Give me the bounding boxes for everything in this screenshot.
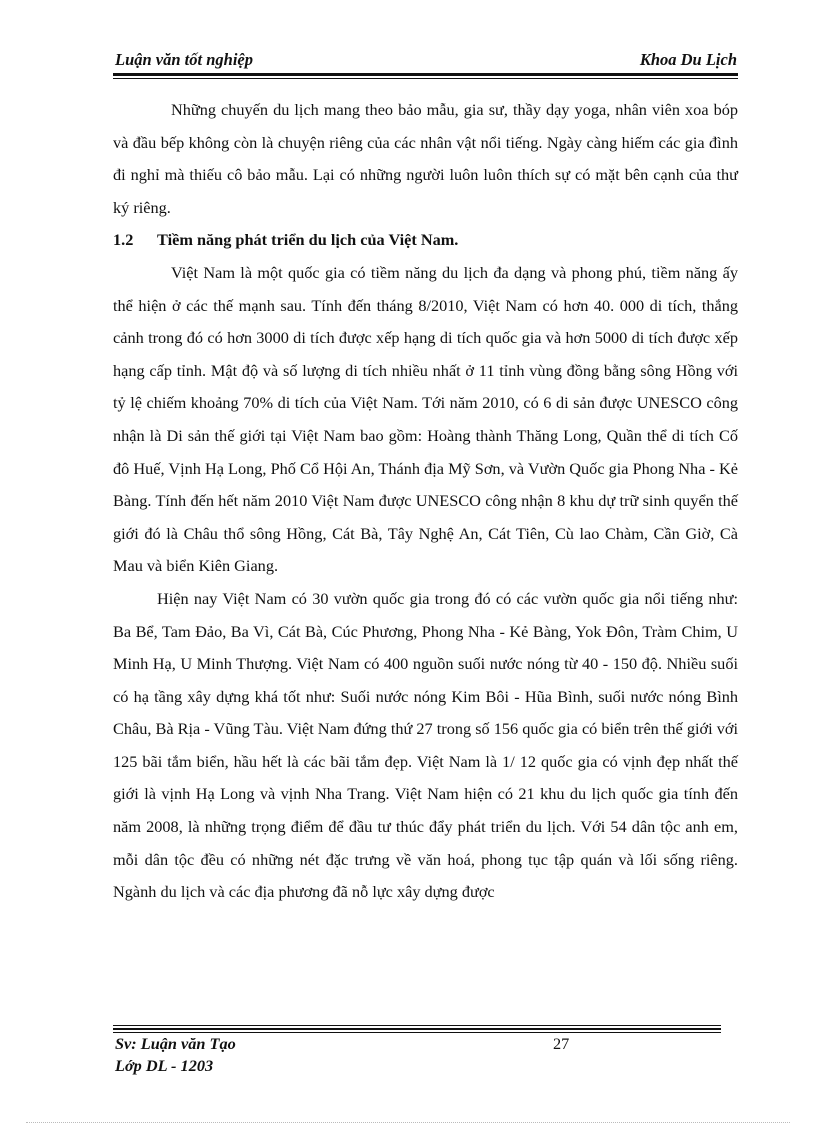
footer-class: Lớp DL - 1203 xyxy=(115,1056,214,1075)
footer-student-name: Sv: Luận văn Tạo xyxy=(115,1034,236,1053)
footer-rule-middle xyxy=(113,1028,721,1030)
section-title: Tiềm năng phát triển du lịch của Việt Nam. xyxy=(157,230,459,250)
paragraph-2: Việt Nam là một quốc gia có tiềm năng du lịch đa dạng và phong phú, tiềm năng ấy thể hiện ở các thế mạnh sau. Tính đến tháng 8/2010, Việt Nam có hơn 40. 000 di tích, thắng cảnh trong đó có hơn 3000 di tích được xếp hạng di tích quốc gia và hơn 5000 di tích được xếp hạng cấp tỉnh. Mật độ và số lượng di tích nhiều nhất ở 11 tỉnh vùng đồng bằng sông Hồng với tỷ lệ chiếm khoảng 70% di tích của Việt Nam. Tới năm 2010, có 6 di sản được UNESCO công nhận là Di sản thế giới tại Việt Nam bao gồm: Hoàng thành Thăng Long, Quần thể di tích Cố đô Huế, Vịnh Hạ Long, Phố Cổ Hội An, Thánh địa Mỹ Sơn, và Vườn Quốc gia Phong Nha - Kẻ Bàng. Tính đến hết năm 2010 Việt Nam được UNESCO công nhận 8 khu dự trữ sinh quyển thế giới đó là Châu thổ sông Hồng, Cát Bà, Tây Nghệ An, Cát Tiên, Cù lao Chàm, Cần Giờ, Cà Mau và biển Kiên Giang. xyxy=(113,262,738,576)
header-rule-thick xyxy=(113,73,738,76)
page-body xyxy=(113,94,738,909)
footer-rule-top xyxy=(113,1025,721,1026)
paragraph-3: Hiện nay Việt Nam có 30 vườn quốc gia trong đó có các vườn quốc gia nổi tiếng như: Ba Bể, Tam Đảo, Ba Vì, Cát Bà, Cúc Phương, Phong Nha - Kẻ Bàng, Yok Đôn, Tràm Chim, U Minh Hạ, U Minh Thượng. Việt Nam có 400 nguồn suối nước nóng từ 40 - 150 độ. Nhiều suối có hạ tầng xây dựng khá tốt như: Suối nước nóng Kim Bôi - Hũa Bình, suối nước nóng Bình Châu, Bà Rịa - Vũng Tàu. Việt Nam đứng thứ 27 trong số 156 quốc gia có biển trên thế giới với 125 bãi tắm biển, hầu hết là các bãi tắm đẹp. Việt Nam là 1/ 12 quốc gia có vịnh đẹp nhất thế giới là vịnh Hạ Long và vịnh Nha Trang. Việt Nam hiện có 21 khu du lịch quốc gia tính đến năm 2008, là những trọng điểm để đầu tư thúc đẩy phát triển du lịch. Với 54 dân tộc anh em, mỗi dân tộc đều có những nét đặc trưng về văn hoá, phong tục tập quán và lối sống riêng. Ngành du lịch và các địa phương đã nỗ lực xây dựng được xyxy=(113,588,738,902)
header-thesis-label: Luận văn tốt nghiệp xyxy=(115,50,253,69)
header-faculty-label: Khoa Du Lịch xyxy=(639,50,737,69)
footer-rule-bottom xyxy=(113,1032,721,1033)
section-number: 1.2 xyxy=(113,230,134,250)
header-rule-thin xyxy=(113,78,738,79)
paragraph-1: Những chuyến du lịch mang theo bảo mẫu, gia sư, thầy dạy yoga, nhân viên xoa bóp và đầu bếp không còn là chuyện riêng của các nhân vật nổi tiếng. Ngày càng hiếm các gia đình đi nghỉ mà thiếu cô bảo mẫu. Lại có những người luôn luôn thích sự có mặt bên cạnh của thư ký riêng. xyxy=(113,100,738,217)
page-header xyxy=(113,50,737,72)
section-heading xyxy=(113,224,738,257)
page-number: 27 xyxy=(553,1034,570,1053)
